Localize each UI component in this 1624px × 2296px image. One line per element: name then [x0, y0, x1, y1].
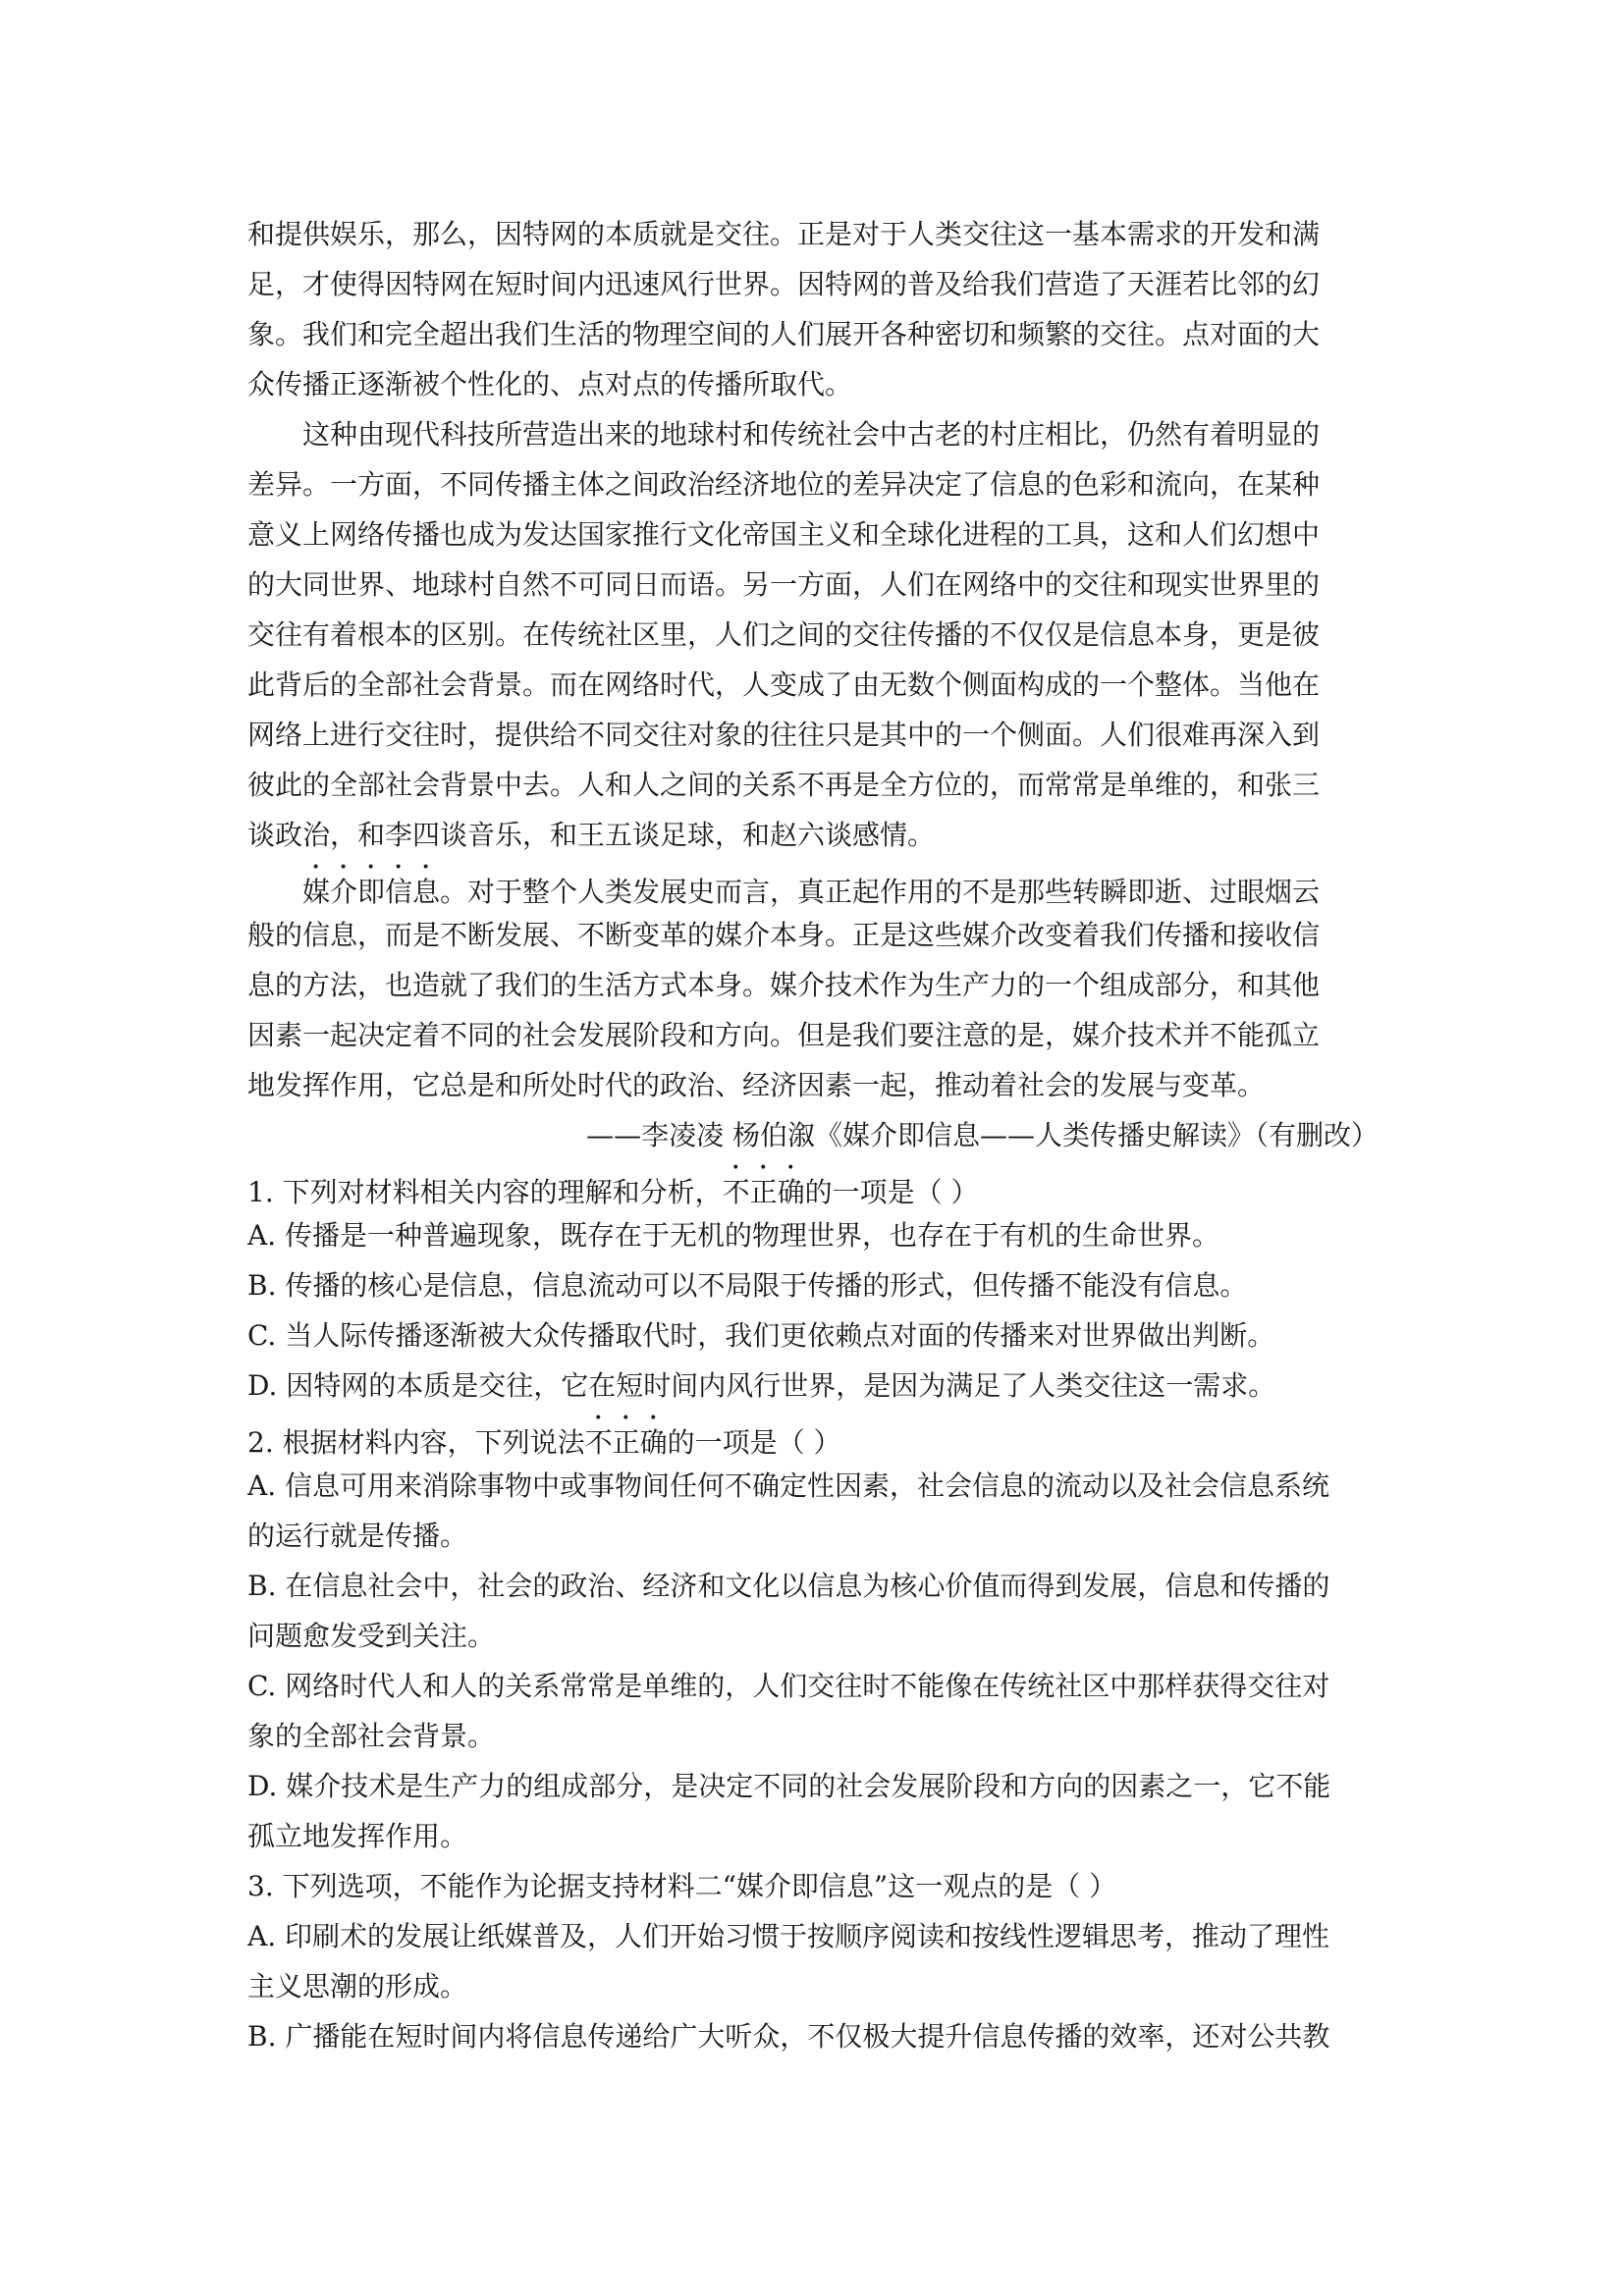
answer-option-a-cont: 主义思潮的形成。 — [247, 1970, 468, 2002]
paragraph-line: 象。我们和完全超出我们生活的物理空间的人们展开各种密切和频繁的交往。点对面的大 — [247, 318, 1321, 350]
answer-option-d-cont: 孤立地发挥作用。 — [247, 1820, 468, 1852]
paragraph-line: 息的方法，也造就了我们的生活方式本身。媒介技术作为生产力的一个组成部分，和其他 — [247, 969, 1321, 1001]
answer-option-a: A. 印刷术的发展让纸媒普及，人们开始习惯于按顺序阅读和按线性逻辑思考，推动了理性 — [247, 1920, 1330, 1952]
paragraph-3 — [247, 860, 1379, 1110]
question-stem-text: 1. 下列对材料相关内容的理解和分析， — [247, 1176, 723, 1208]
paragraph-line: 差异。一方面，不同传播主体之间政治经济地位的差异决定了信息的色彩和流向，在某种 — [247, 468, 1321, 501]
paragraph-line: 和提供娱乐，那么，因特网的本质就是交往。正是对于人类交往这一基本需求的开发和满 — [247, 218, 1321, 250]
answer-option-b: B. 传播的核心是信息，信息流动可以不局限于传播的形式，但传播不能没有信息。 — [247, 1269, 1248, 1302]
emphasized-phrase: 不正确 — [584, 1426, 668, 1459]
answer-option-c-cont: 象的全部社会背景。 — [247, 1720, 496, 1752]
question-stem-text: 的一项是（ ） — [804, 1176, 979, 1208]
answer-option-d: D. 媒介技术是生产力的组成部分，是决定不同的社会发展阶段和方向的因素之一，它不能 — [247, 1770, 1331, 1802]
source-citation: ——李凌凌 杨伯溆《媒介即信息——人类传播史解读》（有删改） — [586, 1119, 1379, 1151]
answer-option-c: C. 网络时代人和人的关系常常是单维的，人们交往时不能像在传统社区中那样获得交往对 — [247, 1670, 1330, 1702]
question-2 — [247, 1411, 1379, 1861]
answer-option-d: D. 因特网的本质是交往，它在短时间内风行世界，是因为满足了人类交往这一需求。 — [247, 1369, 1276, 1402]
paragraph-2 — [247, 409, 1379, 860]
paragraph-text: 。对于整个人类发展史而言，真正起作用的不是那些转瞬即逝、过眼烟云 — [440, 876, 1321, 908]
question-stem-text: 2. 根据材料内容，下列说法 — [247, 1426, 585, 1459]
question-stem — [247, 1411, 1379, 1461]
paragraph-line: 交往有着根本的区别。在传统社区里，人们之间的交往传播的不仅仅是信息本身，更是彼 — [247, 618, 1321, 651]
paragraph-line: 众传播正逐渐被个性化的、点对点的传播所取代。 — [247, 368, 853, 400]
question-stem-text: 的一项是（ ） — [667, 1426, 841, 1459]
paragraph-line: 般的信息，而是不断发展、不断变革的媒介本身。正是这些媒介改变着我们传播和接收信 — [247, 919, 1321, 951]
paragraph-line: 因素一起决定着不同的社会发展阶段和方向。但是我们要注意的是，媒介技术并不能孤立 — [247, 1019, 1321, 1051]
paragraph-line: 这种由现代科技所营造出来的地球村和传统社会中古老的村庄相比，仍然有着明显的 — [302, 418, 1321, 451]
paragraph-line: 谈政治，和李四谈音乐，和王五谈足球，和赵六谈感情。 — [247, 819, 936, 851]
answer-option-a: A. 传播是一种普遍现象，既存在于无机的物理世界，也存在于有机的生命世界。 — [247, 1219, 1220, 1252]
paragraph-line: 地发挥作用，它总是和所处时代的政治、经济因素一起，推动着社会的发展与变革。 — [247, 1069, 1266, 1101]
paragraph-line: 彼此的全部社会背景中去。人和人之间的关系不再是全方位的，而常常是单维的，和张三 — [247, 769, 1321, 801]
emphasized-phrase: 媒介即信息 — [302, 876, 441, 908]
document-page — [247, 209, 1379, 2061]
question-1 — [247, 1160, 1379, 1411]
paragraph-line: 的大同世界、地球村自然不可同日而语。另一方面，人们在网络中的交往和现实世界里的 — [247, 568, 1321, 601]
paragraph-line — [247, 860, 1379, 910]
paragraph-line: 足，才使得因特网在短时间内迅速风行世界。因特网的普及给我们营造了天涯若比邻的幻 — [247, 268, 1321, 300]
answer-option-c: C. 当人际传播逐渐被大众传播取代时，我们更依赖点对面的传播来对世界做出判断。 — [247, 1319, 1275, 1352]
paragraph-1 — [247, 209, 1379, 409]
question-stem — [247, 1160, 1379, 1210]
answer-option-a-cont: 的运行就是传播。 — [247, 1520, 468, 1552]
question-stem: 3. 下列选项，不能作为论据支持材料二“媒介即信息”这一观点的是（ ） — [247, 1870, 1117, 1902]
answer-option-b-cont: 问题愈发受到关注。 — [247, 1620, 496, 1652]
emphasized-phrase: 不正确 — [722, 1176, 805, 1208]
answer-option-a: A. 信息可用来消除事物中或事物间任何不确定性因素，社会信息的流动以及社会信息系统 — [247, 1469, 1330, 1502]
answer-option-b: B. 在信息社会中，社会的政治、经济和文化以信息为核心价值而得到发展，信息和传播的 — [247, 1570, 1330, 1602]
question-3 — [247, 1861, 1379, 2061]
answer-option-b: B. 广播能在短时间内将信息传递给广大听众，不仅极大提升信息传播的效率，还对公共教 — [247, 2020, 1330, 2053]
paragraph-line: 意义上网络传播也成为发达国家推行文化帝国主义和全球化进程的工具，这和人们幻想中 — [247, 518, 1321, 551]
paragraph-line: 此背后的全部社会背景。而在网络时代，人变成了由无数个侧面构成的一个整体。当他在 — [247, 668, 1321, 701]
paragraph-line: 网络上进行交往时，提供给不同交往对象的往往只是其中的一个侧面。人们很难再深入到 — [247, 719, 1321, 751]
